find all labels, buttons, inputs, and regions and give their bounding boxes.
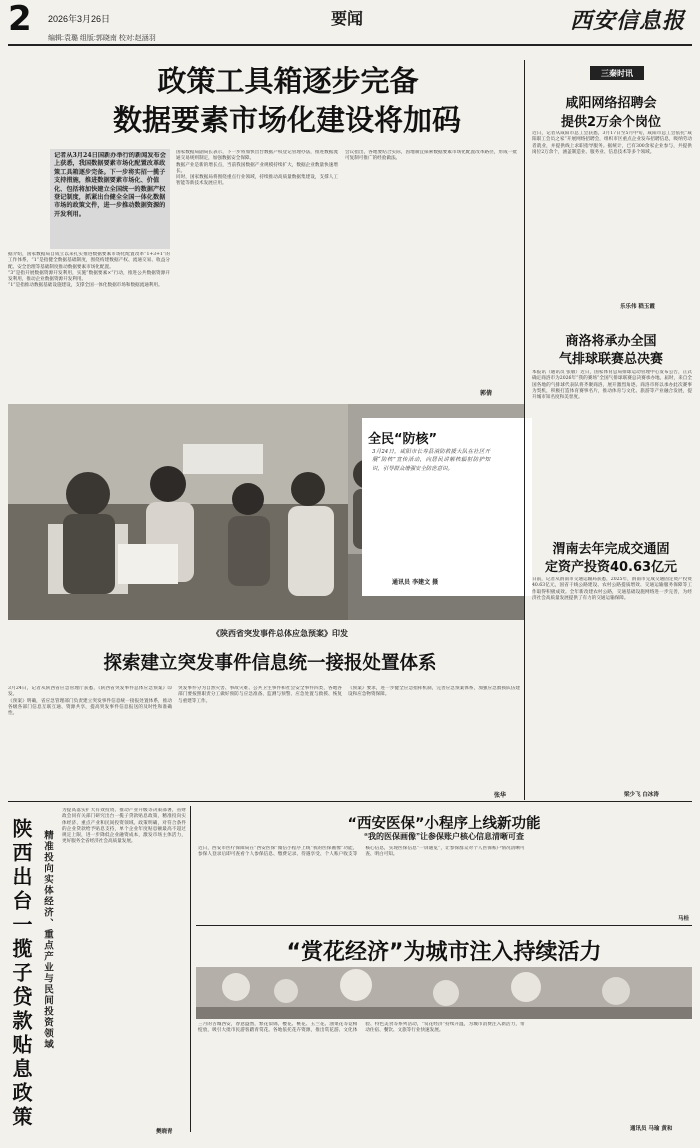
loan-vertical-subtitle: 精准投向实体经济、重点产业与民间投资领域 <box>42 830 53 1050</box>
lead-headline-2: 数据要素市场化建设将加码 <box>112 103 461 137</box>
story2-paragraph: 突发事件分为自然灾害、事故灾难、公共卫生事件和社会安全事件四类，各地各部门要按照职责分工做好预防与应急准备、监测与预警、应急处置与救援、恢复与重建等工作。 <box>178 686 342 704</box>
story2-byline: 张华 <box>494 792 507 799</box>
lead-summary-box <box>50 149 170 249</box>
sidebar-tag-label: 三秦时讯 <box>601 69 633 78</box>
story2-headline: 探索建立突发事件信息统一接报处置体系 <box>103 653 437 674</box>
lead-paragraph: “3”是指开展数据资源开发利用，实施“数据要素×”行动，推进公共数据资源开发利用，推动企业数据资源开发利用。 <box>8 270 170 283</box>
sidebar-news-1-title-1: 咸阳网络招聘会 <box>565 96 657 111</box>
sidebar-news-3-title-1: 渭南去年完成交通固 <box>552 542 670 557</box>
app-headline: “西安医保”小程序上线新功能 <box>347 816 541 832</box>
loan-body: 为提高落实扩大有效投资、推动产业升级等决策部署，省财政会同有关部门研究出台一揽子贷款贴息政策，精准投向实体经济、重点产业和民间投资领域。政策明确，对符合条件的企业贷款给予贴息支持，单个企业年度贴息额最高不超过规定上限，进一步降低企业融资成本，激发市场主体活力，更好服务全省经济社会高质量发展。 <box>62 808 186 845</box>
story2-col3 <box>348 686 520 790</box>
sidebar-news-3-body: 日前，记者从渭南市交通运输局获悉，2025年，渭南市完成交通固定资产投资40.63亿元，国省干线公路建设、农村公路提质增效、交通运输服务保障等工作取得积极成效。全年新改建农村公路，交通基础设施网络进一步完善，为经济社会高质量发展提供了有力的交通运输保障。 <box>532 577 692 601</box>
flower-headline: “赏花经济”为城市注入持续活力 <box>286 940 602 965</box>
lead-paragraph: 国家数据局副局长表示，下一步将加快出台数据产权登记管理办法，推进数据流通交易规则制定，加强数据安全保障。 <box>176 150 338 162</box>
app-body: 近日，西安市医疗保障局在“西安医保”微信小程序上线“我的医保画像”功能，参保人登录后即可查看个人参保信息、缴费记录、待遇享受、个人账户收支等核心信息，实现医保信息“一屏通览”，让参保群众对个人医保账户情况清晰可查、明白可知。 <box>198 846 525 858</box>
story2-paragraph: 3月24日，记者从陕西省应急管理厅获悉，《陕西省突发事件总体应急预案》印发。 <box>8 686 172 698</box>
bottom-section-rule <box>8 801 692 802</box>
lead-body-col2 <box>176 150 338 400</box>
sidebar-news-1-body: 近日，记者从咸阳市总工会获悉，3月17日至5月中旬，咸阳市总工会依托“咸阳职工会员之家”开展网络招聘会，组织市区重点企业发布招聘信息，吸纳劳动者就业，并提供线上求职指导服务。据统计，已有300余家企业参与，共提供岗位2万余个，涵盖制造业、服务业、信息技术等多个领域。 <box>532 131 692 155</box>
lead-paragraph: 同时，国家数据局将围绕重点行业领域，持续推动高质量数据集建设，支撑人工智能等新技术发展应用。 <box>176 175 338 187</box>
sidebar-news-3-credit: 梁少飞 白冰涛 <box>624 792 659 798</box>
story2-paragraph: 《预案》明确，省应急管理部门负责建立突发事件信息统一接报处置体系，推动各级各部门信息互联互通、资源共享，提高突发事件信息报送的及时性和准确性。 <box>8 698 172 717</box>
lead-headline-1: 政策工具箱逐步完备 <box>157 64 419 98</box>
paper-name: 西安信息报 <box>570 9 686 34</box>
sidebar-divider <box>524 60 525 800</box>
sidebar-news-2-title-2: 气排球联赛总决赛 <box>558 352 663 367</box>
photo2-title: 全民“防核” <box>368 432 438 447</box>
lead-summary: 记者从3月24日国新办举行的新闻发布会上获悉，我国数据要素市场化配置改革政策工具箱逐步完备。下一步将实招一揽子支持措施，推进数据要素市场化、价值化、包括将加快建立全国统一的数据产权登记制度，抓紧出台健全全国一体化数据市场的政策文件，进一步推动数据资源的开发利用。 <box>54 152 166 218</box>
app-subheadline: “我的医保画像”让参保账户核心信息清晰可查 <box>364 832 524 841</box>
lead-paragraph: “1”是指推动数据基础设施建设，支撑全国一体化数据市场和数据流通利用。 <box>8 283 163 289</box>
story2-col1 <box>8 686 172 798</box>
photo2-caption: 3月24日，咸阳市长寿县消防救援大队在社区开展“防核”宣传活动，向居民讲解核辐射防护知识，引导群众增强安全防范意识。 <box>372 449 490 472</box>
lead-paragraph: 会议指出，各地要结合实际，因地制宜探索数据要素市场化配置改革路径，形成一批可复制可推广的经验做法。 <box>345 150 517 162</box>
bottom-left-divider <box>190 806 191 1132</box>
sidebar-news-2-body: 本报讯（通讯员 张敏）近日，国家体育总局排球运动管理中心发布公告，正式确定商洛市为2026年“我的赛场”全国气排球联赛总决赛承办地。届时，来自全国各地的气排球代表队将齐聚商洛，展开激烈角逐。商洛市将以承办此次赛事为契机，积极打造体育赛事名片，推动体育与文化、旅游等产业融合发展，提升城市知名度和美誉度。 <box>532 370 692 401</box>
app-byline: 马桂 <box>678 916 690 922</box>
sidebar-news-1-credit: 乐乐伟 嵇玉霞 <box>620 304 655 310</box>
lead-body-col1 <box>8 252 170 398</box>
story2-paragraph: 《预案》要求，进一步健全应急指挥机制，完善应急预案体系，加强应急救援队伍建设和应急物资保障。 <box>348 686 520 698</box>
sidebar-news-2-title-1: 商洛将承办全国 <box>565 334 657 349</box>
app-bottom-rule <box>196 925 692 926</box>
section-name: 要闻 <box>331 9 364 28</box>
story2-col2 <box>178 686 342 798</box>
editor-credits: 编辑:袁璐 组版:郭晓南 校对:赵涵羽 <box>48 35 156 42</box>
flower-body: 三月的古城西安，春意盎然，繁花似锦，樱花、桃花、玉兰花、油菜花等竞相绽放，吸引大批市民游客踏青赏花。各地依托花卉资源，推出赏花游、文化体验、特色美食等系列活动，“赏花经济”持续升温，为城市消费注入新活力，带动住宿、餐饮、文旅等行业快速发展。 <box>198 1022 525 1034</box>
sidebar-news-1-title-2: 提供2万余个岗位 <box>560 115 662 130</box>
loan-vertical-title: 陕西出台一揽子贷款贴息政策 <box>9 818 33 1130</box>
flower-byline: 通讯员 马瑜 黄和 <box>630 1126 673 1132</box>
masthead-rule <box>8 44 692 46</box>
sidebar-news-3-title-2: 定资产投资40.63亿元 <box>544 560 678 575</box>
photo2-credit: 通讯员 李建文 摄 <box>392 579 439 586</box>
flower-photo <box>196 967 692 1019</box>
lead-byline: 郭倩 <box>480 390 493 397</box>
loan-byline: 樊晓青 <box>156 1129 173 1135</box>
lead-paragraph: 数据产业是新的增长点，当前我国数据产业规模持续扩大，数据企业数量快速增长。 <box>176 162 338 174</box>
page-number: 2 <box>8 0 32 39</box>
lead-paragraph: 据介绍，国家数据局自成立以来扎实推进数据要素市场化配置改革“1+3+1”的工作体系，“1”是指健全数据基础制度，围绕构建数据产权、流通交易、收益分配、安全治理等基础制度推动数据要素市场化配置。 <box>8 252 170 270</box>
emergency-plan-photo <box>8 404 348 620</box>
lead-body-col3 <box>345 150 517 380</box>
issue-date: 2026年3月26日 <box>48 14 111 24</box>
photo1-caption: 《陕西省突发事件总体应急预案》印发 <box>212 629 348 638</box>
